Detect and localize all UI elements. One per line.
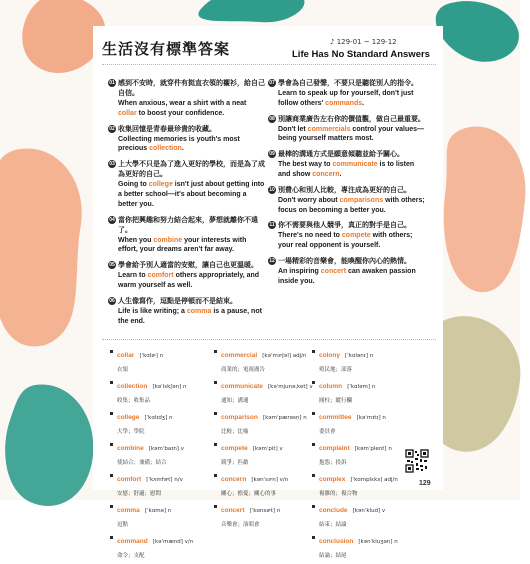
sentence-number-badge: 06 (109, 297, 115, 304)
vocab-item (312, 409, 412, 437)
audio-track-label: ♪ 129-01 ~ 129-12 (330, 38, 397, 46)
vocab-item (214, 378, 314, 406)
vocab-word: comfort (117, 476, 142, 483)
vocab-item (214, 502, 314, 530)
sentence-number-badge: 05 (109, 262, 115, 269)
vocab-definition: 競爭；匹敵 (221, 460, 249, 466)
vocab-definition: 圓柱；縱行欄 (319, 398, 353, 404)
vocab-pronunciation: [ˈkɑmə] n (144, 508, 172, 514)
vocab-pronunciation: [ˈkʌmfɚt] n/v (146, 477, 183, 483)
sentence-chinese: 你不需要與他人競爭，真正的對手是自己。 (278, 221, 411, 230)
vocab-word: compete (221, 445, 248, 452)
vocab-item (110, 440, 210, 468)
vocab-word: committee (319, 414, 352, 421)
sentence-text-segment: Don't let (278, 125, 308, 133)
vocab-definition: 逗點 (117, 522, 129, 528)
vocabulary-column-2 (214, 347, 314, 533)
vocab-item (214, 409, 314, 437)
sentence-entry (108, 159, 266, 209)
vocab-word: collection (117, 383, 148, 390)
vocab-definition: 命令；支配 (117, 553, 145, 559)
sentence-english (118, 180, 266, 209)
sentence-number-badge: 08 (269, 115, 275, 122)
sentence-number-badge: 02 (109, 125, 115, 132)
vocab-pronunciation: [kəˈmænd] v/n (152, 539, 194, 545)
highlighted-vocab-word: collar (118, 109, 137, 117)
sentence-english (118, 236, 266, 256)
sentence-chinese: 上大學不只是為了進入更好的學校，而是為了成為更好的自己。 (118, 160, 265, 179)
vocab-item (110, 409, 210, 437)
sentence-text-segment: your interests with effort, your dreams aren't far away. (118, 236, 247, 254)
qr-code-icon[interactable] (405, 449, 429, 473)
sentence-entry (268, 149, 426, 180)
sentence-entry (108, 124, 266, 155)
vocab-item (312, 347, 412, 375)
sentence-entry (268, 78, 426, 109)
vocab-pronunciation: [ˈkɑləm] n (347, 384, 376, 390)
vocab-word: comparison (221, 414, 258, 421)
sentence-number-badge: 10 (269, 186, 275, 193)
sentence-chinese: 一場精彩的音樂會，能喚醒你內心的熱情。 (278, 256, 411, 265)
vocab-word: collar (117, 352, 135, 359)
sentence-text-segment: The best way to (278, 161, 333, 169)
sentence-number-badge: 01 (109, 80, 115, 86)
vocab-word: colony (319, 352, 340, 359)
vocab-definition: 抱怨；投訴 (319, 460, 347, 466)
decorative-blob-right (440, 120, 530, 300)
vocab-item (214, 347, 314, 375)
vocab-pronunciation: [ˈkɑlɪdʒ] n (144, 415, 173, 421)
vocab-item (312, 471, 412, 499)
highlighted-vocab-word: commercials (307, 125, 351, 133)
sentence-chinese: 感到不安時，就穿件有挺直衣領的襯衫，給自己自信。 (118, 79, 265, 97)
vocab-item (110, 378, 210, 406)
vocab-pronunciation: [kənˈklud] v (352, 508, 386, 514)
vocab-word: concern (221, 476, 247, 483)
vocab-word: complex (319, 476, 346, 483)
vocab-word: complaint (319, 445, 350, 452)
vocab-definition: 委員會 (319, 429, 336, 435)
page-title-chinese: 生活沒有標準答案 (102, 40, 231, 58)
highlighted-vocab-word: collection (149, 145, 182, 153)
sentence-entry (108, 260, 266, 291)
highlighted-vocab-word: communicate (332, 161, 378, 169)
sentence-english (278, 231, 426, 251)
vocab-definition: 大學；學院 (117, 429, 145, 435)
vocab-item (110, 502, 210, 530)
sentence-text-segment: with others; focus on becoming a better you. (278, 196, 425, 214)
sentence-text-segment: . (181, 145, 184, 153)
sentence-text-segment: . (339, 170, 342, 178)
highlighted-vocab-word: concern (312, 170, 340, 178)
vocab-definition: 使結合；兼備；結合 (117, 460, 167, 466)
sentence-english (118, 135, 266, 155)
vocab-pronunciation: [ˈkɑlənɪ] n (345, 353, 374, 359)
sentence-english (118, 99, 266, 119)
vocab-item (110, 471, 210, 499)
sentence-text-segment: isn't just about getting into a better school—it's about becoming a better you. (118, 181, 265, 208)
sentence-chinese: 學會為自己發聲，不要只是聽從別人的指令。 (278, 79, 418, 87)
vocab-definition: 關心；擔憂；關心的事 (221, 491, 277, 497)
highlighted-vocab-word: college (148, 181, 173, 189)
sentence-chinese: 收集回憶是青春最珍貴的收藏。 (118, 124, 216, 133)
vocab-item (312, 440, 412, 468)
vocab-definition: 收集；收集品 (117, 398, 151, 404)
vocab-definition: 音樂會；演唱會 (221, 522, 260, 528)
vocab-pronunciation: [kəˈmɝʃəl] adj/n (262, 353, 307, 359)
vocab-pronunciation: [kəmˈplent] n (354, 446, 392, 452)
vocab-definition: 安慰；舒適；慰問 (117, 491, 162, 497)
vocabulary-column-1 (110, 347, 210, 564)
sentence-text-segment: to boost your confidence. (136, 109, 225, 117)
sentence-text-segment: When anxious, wear a shirt with a neat (118, 100, 247, 107)
highlighted-vocab-word: combine (153, 236, 183, 244)
sentences-left-column (108, 78, 266, 331)
sentence-text-segment: . (362, 99, 365, 107)
vocab-definition: 結束；結論 (319, 522, 347, 528)
sentence-text-segment: An inspiring (278, 267, 321, 275)
highlighted-vocab-word: concert (320, 267, 347, 275)
vocab-pronunciation: [ˈkɑmplɛks] adj/n (350, 477, 398, 483)
header-divider (102, 64, 436, 65)
highlighted-vocab-word: comfort (147, 272, 174, 280)
sentence-chinese: 最棒的溝通方式是願意傾聽並給予關心。 (278, 150, 404, 159)
vocab-definition: 通知；溝通 (221, 398, 249, 404)
sentence-chinese: 學會給予別人適當的安慰，讓自己也更溫暖。 (118, 261, 258, 270)
sentence-chinese: 別讓商業廣告左右你的價值觀，做自己最重要。 (278, 114, 425, 123)
vocab-pronunciation: [kəˈmjunəˌket] v (268, 384, 313, 390)
sentences-right-column (268, 78, 426, 292)
vocab-pronunciation: [kəmˈpit] v (252, 446, 283, 452)
vocab-definition: 結論；結尾 (319, 553, 347, 559)
vocab-pronunciation: [kəˈmɪtɪ] n (356, 415, 386, 421)
vocab-definition: 比較；比喻 (221, 429, 249, 435)
vocab-word: college (117, 414, 140, 421)
vocab-pronunciation: [kəmˈpærəsn̩] n (262, 415, 307, 421)
vocab-item (312, 378, 412, 406)
vocab-definition: 衣領 (117, 367, 129, 373)
decorative-blob-left (0, 140, 95, 350)
vocab-word: conclude (319, 507, 348, 514)
vocab-definition: 複雜的；複合物 (319, 491, 358, 497)
sentence-text-segment: is a pause, not the end. (118, 307, 262, 325)
vocab-definition: 商業的；電視廣告 (221, 367, 266, 373)
sentence-entry (108, 296, 266, 327)
sentence-entry (108, 78, 266, 119)
sentence-english (278, 160, 426, 180)
vocab-pronunciation: [kəˈlɛkʃən] n (152, 384, 187, 390)
vocab-item (214, 471, 314, 499)
vocab-word: combine (117, 445, 144, 452)
vocab-word: commercial (221, 352, 258, 359)
highlighted-vocab-word: commands (325, 99, 363, 107)
sentence-text-segment: Learn to speak up for yourself, don't just follow others' (278, 90, 414, 107)
sentence-text-segment: can awaken passion inside you. (278, 267, 416, 285)
sentence-text-segment: is to listen and show (278, 161, 415, 178)
vocab-pronunciation: [ˈkɑnsɚt] n (249, 508, 281, 514)
sentence-english (118, 271, 266, 291)
sentence-text-segment: When you (118, 236, 154, 244)
sentence-text-segment: Collecting memories is youth's most precious (118, 135, 240, 153)
sentence-english (278, 267, 426, 287)
sentence-text-segment: Going to (118, 181, 149, 189)
highlighted-vocab-word: compete (341, 232, 371, 240)
sentence-english (278, 125, 426, 145)
sentence-entry (268, 220, 426, 251)
page-number: 129 (419, 480, 431, 487)
sentence-text-segment: Life is like writing; a (118, 307, 187, 315)
highlighted-vocab-word: comparisons (339, 196, 384, 204)
vocab-pronunciation: [kənˈsɝn] v/n (251, 477, 289, 483)
vocabulary-divider (102, 339, 436, 340)
vocab-word: concert (221, 507, 245, 514)
vocab-item (312, 533, 412, 561)
vocab-pronunciation: [kənˈkluʒən] n (358, 539, 398, 545)
sentence-text-segment: Don't worry about (278, 196, 340, 204)
vocab-pronunciation: [ˈkɑlɚ] n (139, 353, 164, 359)
sentence-chinese: 當你把興趣和努力結合起來，夢想就離你不遠了。 (118, 215, 258, 234)
vocab-word: communicate (221, 383, 263, 390)
sentence-number-badge: 12 (269, 257, 275, 264)
sentence-entry (268, 114, 426, 145)
sentence-entry (268, 185, 426, 216)
vocab-item (312, 502, 412, 530)
sentence-text-segment: control your values—being yourself matters most. (278, 125, 425, 143)
sentence-number-badge: 11 (269, 222, 275, 229)
sentence-number-badge: 03 (109, 161, 115, 168)
vocab-word: command (117, 538, 148, 545)
vocab-item (110, 533, 210, 561)
sentence-entry (268, 256, 426, 287)
sentence-english (278, 196, 426, 216)
decorative-blob-top-right (430, 0, 520, 65)
sentence-number-badge: 07 (269, 80, 275, 86)
vocab-word: conclusion (319, 538, 354, 545)
sentence-chinese: 人生像寫作，逗點是停頓而不是結束。 (118, 296, 237, 305)
sentence-entry (108, 215, 266, 256)
page-title-english: Life Has No Standard Answers (292, 49, 430, 60)
sentence-text-segment: Learn to (118, 272, 148, 280)
sentence-number-badge: 09 (269, 151, 275, 158)
sentence-number-badge: 04 (109, 216, 115, 223)
decorative-blob-bottom-left (5, 380, 100, 510)
sentence-text-segment: There's no need to (278, 232, 342, 240)
vocabulary-column-3 (312, 347, 412, 564)
vocab-word: column (319, 383, 343, 390)
sentence-text-segment: with others; your real opponent is yourself. (278, 232, 413, 250)
vocab-item (110, 347, 210, 375)
vocab-definition: 殖民地；部落 (319, 367, 353, 373)
vocab-pronunciation: [kəmˈbaɪn] v (148, 446, 184, 452)
sentence-text-segment: others appropriately, and warm yourself as well. (118, 272, 260, 289)
sentence-chinese: 別費心和別人比較，專注成為更好的自己。 (278, 185, 411, 194)
sentence-english (278, 89, 426, 109)
sentence-english (118, 307, 266, 327)
vocab-item (214, 440, 314, 468)
highlighted-vocab-word: comma (186, 307, 212, 315)
vocab-word: comma (117, 507, 140, 514)
